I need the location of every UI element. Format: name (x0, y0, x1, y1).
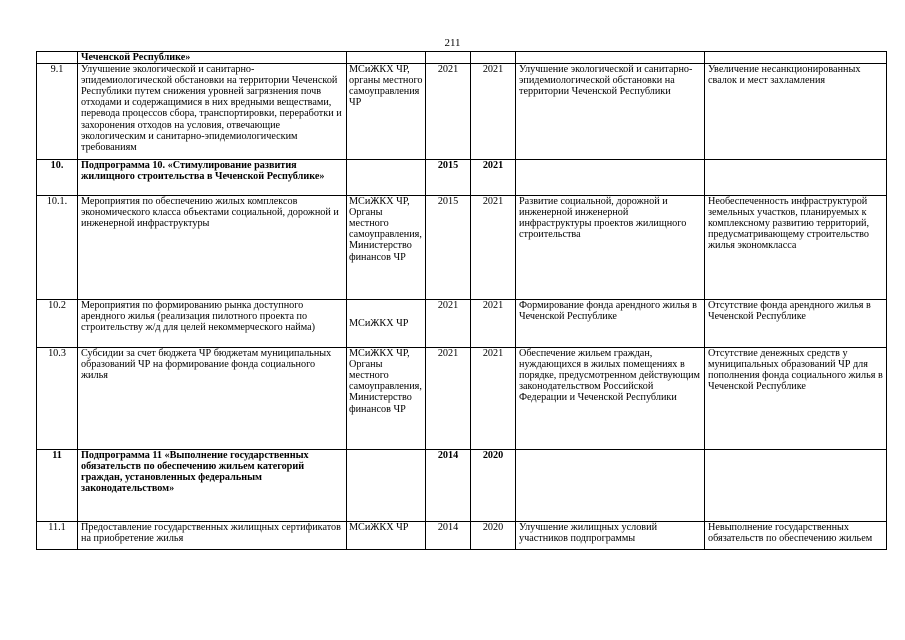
end-year-cell: 2021 (471, 160, 516, 196)
consequence-cell: Необеспеченность инфраструктурой земельных участков, планируемых к комплексному развитию территорий, предусматривающему строительство жилья экономкласса (705, 196, 887, 300)
consequence-cell (705, 160, 887, 196)
expected-result-cell (516, 160, 705, 196)
end-year-cell: 2021 (471, 300, 516, 348)
activity-name-cell: Подпрограмма 11 «Выполнение государственных обязательств по обеспечению жильем категорий граждан, установленных федеральным законодательством» (78, 450, 347, 522)
executor-cell: МСиЖКХ ЧР (347, 300, 426, 348)
consequence-cell (705, 52, 887, 64)
row-number-cell: 10.3 (37, 348, 78, 450)
table-row (37, 300, 887, 348)
consequence-cell (705, 450, 887, 522)
row-number-cell: 11.1 (37, 522, 78, 550)
start-year-cell: 2021 (426, 64, 471, 160)
row-number-cell: 10.2 (37, 300, 78, 348)
consequence-cell: Отсутствие фонда арендного жилья в Чеченской Республике (705, 300, 887, 348)
activity-name-cell: Подпрограмма 10. «Стимулирование развития жилищного строительства в Чеченской Республике» (78, 160, 347, 196)
page-number: 211 (444, 37, 461, 49)
end-year-cell: 2020 (471, 450, 516, 522)
table-row (37, 160, 887, 196)
row-number-cell: 9.1 (37, 64, 78, 160)
activity-name-cell: Предоставление государственных жилищных сертификатов на приобретение жилья (78, 522, 347, 550)
start-year-cell: 2021 (426, 348, 471, 450)
activity-name-cell: Мероприятия по формированию рынка доступного арендного жилья (реализация пилотного проекта по строительству ж/д для целей некоммерческого найма) (78, 300, 347, 348)
expected-result-cell (516, 52, 705, 64)
table-row (37, 52, 887, 64)
executor-cell (347, 160, 426, 196)
end-year-cell (471, 52, 516, 64)
start-year-cell (426, 52, 471, 64)
activity-name-cell: Субсидии за счет бюджета ЧР бюджетам муниципальных образований ЧР на формирование фонда социального жилья (78, 348, 347, 450)
consequence-cell: Отсутствие денежных средств у муниципальных образований ЧР для пополнения фонда социального жилья в Чеченской Республике (705, 348, 887, 450)
executor-cell (347, 52, 426, 64)
activity-name-cell: Чеченской Республике» (78, 52, 347, 64)
executor-cell: МСиЖКХ ЧР, органы местного самоуправления ЧР (347, 64, 426, 160)
table-row (37, 522, 887, 550)
table-row (37, 64, 887, 160)
start-year-cell: 2015 (426, 160, 471, 196)
table-row (37, 196, 887, 300)
executor-cell (347, 450, 426, 522)
expected-result-cell: Улучшение экологической и санитарно-эпидемиологической обстановки на территории Чеченской Республики (516, 64, 705, 160)
executor-cell: МСиЖКХ ЧР, Органы местного самоуправления, Министерство финансов ЧР (347, 348, 426, 450)
row-number-cell: 10. (37, 160, 78, 196)
executor-cell: МСиЖКХ ЧР (347, 522, 426, 550)
table-row (37, 450, 887, 522)
row-number-cell: 11 (37, 450, 78, 522)
start-year-cell: 2015 (426, 196, 471, 300)
start-year-cell: 2021 (426, 300, 471, 348)
table-row (37, 348, 887, 450)
end-year-cell: 2021 (471, 196, 516, 300)
row-number-cell: 10.1. (37, 196, 78, 300)
activity-name-cell: Улучшение экологической и санитарно-эпидемиологической обстановки на территории Чеченской Республики путем снижения уровней загрязнения почв отходами и содержащимися в них вредными веществами, перевода процессов сбора, транспортировки, переработки и захоронения отходов на условия, отвечающие экологическим и санитарно-эпидемиологическим требованиям (78, 64, 347, 160)
end-year-cell: 2020 (471, 522, 516, 550)
executor-cell: МСиЖКХ ЧР, Органы местного самоуправления, Министерство финансов ЧР (347, 196, 426, 300)
expected-result-cell: Формирование фонда арендного жилья в Чеченской Республике (516, 300, 705, 348)
start-year-cell: 2014 (426, 450, 471, 522)
start-year-cell: 2014 (426, 522, 471, 550)
consequence-cell: Увеличение несанкционированных свалок и мест захламления (705, 64, 887, 160)
program-table (36, 51, 887, 550)
expected-result-cell: Улучшение жилищных условий участников подпрограммы (516, 522, 705, 550)
expected-result-cell: Обеспечение жильем граждан, нуждающихся в жилых помещениях в порядке, предусмотренном действующим законодательством Российской Федерации и Чеченской Республики (516, 348, 705, 450)
expected-result-cell: Развитие социальной, дорожной и инженерной инженерной инфраструктуры проектов жилищного строительства (516, 196, 705, 300)
consequence-cell: Невыполнение государственных обязательств по обеспечению жильем (705, 522, 887, 550)
end-year-cell: 2021 (471, 348, 516, 450)
activity-name-cell: Мероприятия по обеспечению жилых комплексов экономического класса объектами социальной, дорожной и инженерной инфраструктуры (78, 196, 347, 300)
row-number-cell (37, 52, 78, 64)
expected-result-cell (516, 450, 705, 522)
end-year-cell: 2021 (471, 64, 516, 160)
